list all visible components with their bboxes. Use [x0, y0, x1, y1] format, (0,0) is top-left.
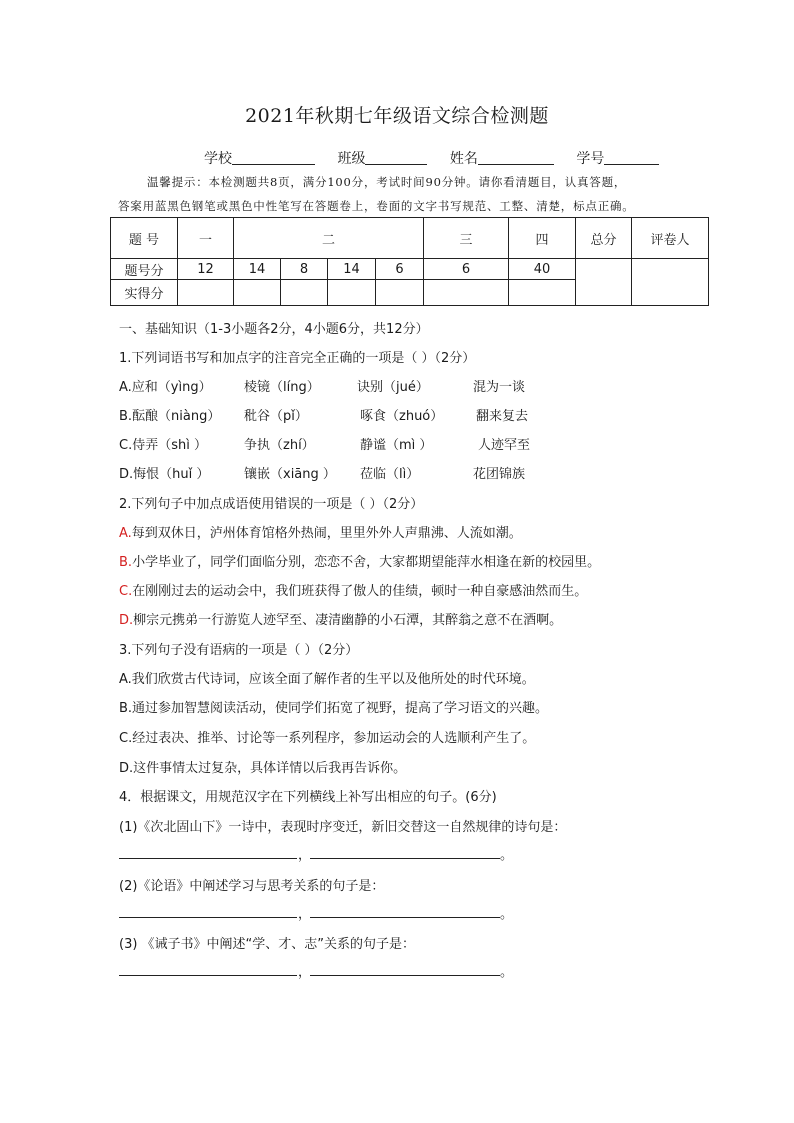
- q1-option-d-3: 莅临（lì）: [360, 467, 420, 482]
- name-blank[interactable]: [478, 150, 554, 165]
- number-field: [576, 148, 659, 168]
- score-cell[interactable]: [178, 280, 234, 306]
- q4-item-3: (3) 《诫子书》中阐述“学、才、志”关系的句子是：: [119, 937, 416, 952]
- q1-option-c-4: 人迹罕至: [478, 438, 531, 453]
- header-cell: 评卷人: [632, 218, 709, 259]
- q2-option-a: [119, 522, 522, 541]
- tips-line-2: 答案用蓝黑色钢笔或黑色中性笔写在答题卷上，卷面的文字书写规范、工整、清楚，标点正确。: [118, 199, 635, 213]
- option-text: 每到双休日，泸州体育馆格外热闹，里里外外人声鼎沸、人流如潮。: [131, 526, 522, 541]
- school-field: [204, 148, 315, 168]
- q1-option-d-4: 花团锦族: [473, 467, 526, 482]
- q1-option-c-3: 静谧（mì ）: [360, 438, 433, 453]
- score-cell[interactable]: [376, 280, 424, 306]
- question-2-stem: 2.下列句子中加点成语使用错误的一项是（ ）（2分）: [119, 497, 424, 512]
- points-cell: 40: [509, 259, 576, 280]
- q2-option-d: [119, 609, 562, 628]
- answer-line[interactable]: [310, 917, 500, 918]
- q1-option-d-1: D.悔恨（huǐ ）: [119, 467, 210, 482]
- tips-line-1: 温馨提示：本检测题共8页，满分100分，考试时间90分钟。请你看清题目，认真答题，: [147, 175, 627, 189]
- option-text: 小学毕业了，同学们面临分别，恋恋不舍，大家都期望能萍水相逢在新的校园里。: [132, 555, 601, 570]
- q1-option-a-2: 棱镜（líng）: [244, 380, 320, 395]
- period: 。: [500, 965, 514, 980]
- header-cell: 二: [234, 218, 424, 259]
- option-letter: A.: [119, 526, 132, 541]
- q1-option-c-1: C.侍弄（shì ）: [119, 438, 207, 453]
- q2-option-b: [119, 551, 600, 570]
- q1-option-a-1: A.应和（yìng）: [119, 380, 212, 395]
- period: 。: [500, 907, 514, 922]
- answer-line[interactable]: [310, 858, 500, 859]
- number-blank[interactable]: [604, 150, 659, 165]
- class-blank[interactable]: [365, 150, 427, 165]
- points-cell: 8: [281, 259, 328, 280]
- question-1-stem: 1.下列词语书写和加点字的注音完全正确的一项是（ ）（2分）: [119, 351, 476, 366]
- school-label: 学校: [204, 151, 232, 167]
- option-text: 在刚刚过去的运动会中，我们班获得了傲人的佳绩，顿时一种自豪感油然而生。: [132, 584, 588, 599]
- q1-option-b-3: 啄食（zhuó）: [360, 409, 444, 424]
- option-text: 柳宗元携弟一行游览人迹罕至、凄清幽静的小石潭，其醉翁之意不在酒啊。: [133, 613, 563, 628]
- q4-item-1: (1)《次北固山下》一诗中，表现时序变迁，新旧交替这一自然规律的诗句是：: [119, 820, 567, 835]
- answer-line[interactable]: [119, 975, 297, 976]
- header-cell: 三: [424, 218, 509, 259]
- option-letter: C.: [119, 584, 133, 599]
- q4-item-2: (2)《论语》中阐述学习与思考关系的句子是：: [119, 879, 385, 894]
- question-3-stem: 3.下列句子没有语病的一项是（ ）（2分）: [119, 643, 359, 658]
- class-label: 班级: [337, 151, 366, 167]
- header-cell: 总分: [576, 218, 632, 259]
- header-cell: 一: [178, 218, 234, 259]
- score-cell[interactable]: [234, 280, 281, 306]
- comma: ，: [298, 965, 312, 980]
- number-label: 学号: [576, 151, 605, 167]
- grader-cell[interactable]: [632, 259, 709, 306]
- q1-option-a-4: 混为一谈: [473, 380, 526, 395]
- answer-line[interactable]: [310, 975, 500, 976]
- header-cell: 四: [509, 218, 576, 259]
- q1-option-b-1: B.酝酿（niàng）: [119, 409, 221, 424]
- q1-option-a-3: 诀别（jué）: [357, 380, 429, 395]
- q3-option-d: D.这件事情太过复杂，具体详情以后我再告诉你。: [119, 761, 407, 776]
- q3-option-c: C.经过表决、推举、讨论等一系列程序，参加运动会的人选顺利产生了。: [119, 731, 536, 746]
- answer-line[interactable]: [119, 858, 297, 859]
- points-cell: 14: [234, 259, 281, 280]
- question-4-stem: 4．根据课文，用规范汉字在下列横线上补写出相应的句子。(6分): [119, 790, 497, 805]
- total-score-cell[interactable]: [576, 259, 632, 306]
- class-field: [337, 148, 427, 168]
- name-label: 姓名: [449, 151, 478, 167]
- q1-option-b-4: 翻来复去: [476, 409, 529, 424]
- q3-option-b: B.通过参加智慧阅读活动，使同学们拓宽了视野，提高了学习语文的兴趣。: [119, 701, 549, 716]
- header-cell: 题 号: [111, 218, 178, 259]
- comma: ，: [298, 907, 312, 922]
- comma: ，: [298, 848, 312, 863]
- name-field: [450, 148, 554, 168]
- school-blank[interactable]: [232, 150, 315, 165]
- q3-option-a: A.我们欣赏古代诗词，应该全面了解作者的生平以及他所处的时代环境。: [119, 672, 535, 687]
- section-heading: 一、基础知识（1-3小题各2分，4小题6分，共12分）: [119, 322, 429, 337]
- score-table: [110, 217, 709, 306]
- q1-option-c-2: 争执（zhí）: [244, 438, 315, 453]
- row-label: 题号分: [111, 259, 178, 280]
- q1-option-d-2: 镶嵌（xiāng ）: [244, 467, 336, 482]
- points-cell: 6: [424, 259, 509, 280]
- score-cell[interactable]: [328, 280, 376, 306]
- option-letter: D.: [119, 613, 134, 628]
- period: 。: [500, 848, 514, 863]
- row-label: 实得分: [111, 280, 178, 306]
- score-cell[interactable]: [281, 280, 328, 306]
- q2-option-c: [119, 580, 587, 599]
- option-letter: B.: [119, 555, 133, 570]
- student-info-row: [204, 148, 677, 168]
- score-cell[interactable]: [509, 280, 576, 306]
- page-title: 2021年秋期七年级语文综合检测题: [245, 105, 549, 127]
- score-cell[interactable]: [424, 280, 509, 306]
- points-cell: 12: [178, 259, 234, 280]
- q1-option-b-2: 秕谷（pǐ）: [244, 409, 308, 424]
- points-cell: 14: [328, 259, 376, 280]
- answer-line[interactable]: [119, 917, 297, 918]
- points-cell: 6: [376, 259, 424, 280]
